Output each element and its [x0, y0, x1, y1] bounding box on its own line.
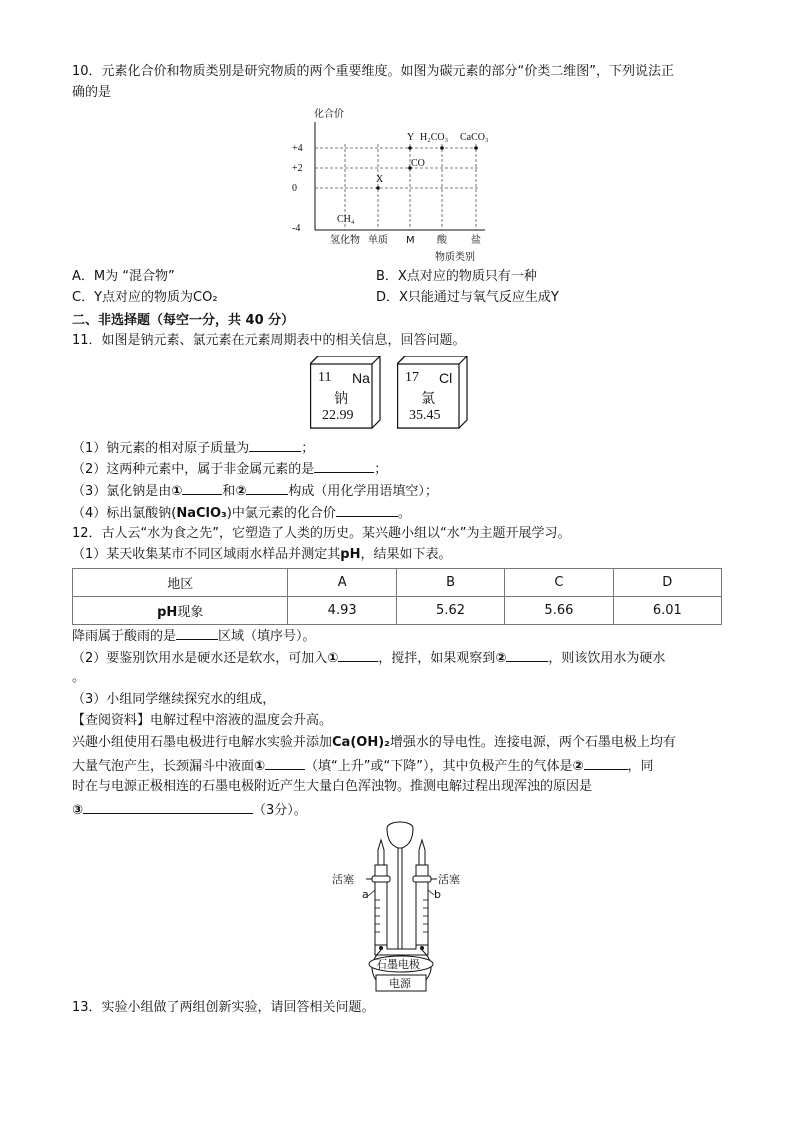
q12-exp4-marker3: ③ [72, 803, 84, 818]
tube-b-label: b [434, 888, 441, 901]
q10-option-b[interactable]: B．X点对应的物质只有一种 [376, 269, 537, 284]
ph-value-a: 4.93 [288, 597, 396, 625]
chart-xtick-label: 单质 [368, 235, 388, 246]
q11-sub2-end: ； [374, 462, 388, 477]
q12-exp2-marker1: ① [254, 759, 266, 774]
q12-sub1-ph: pH [340, 547, 361, 562]
element-na-name: 钠 [334, 391, 348, 407]
q11-sub3 [72, 480, 438, 502]
q11-sub2-text: （2）这两种元素中，属于非金属元素的是 [72, 462, 315, 477]
ph-table-header-c: C [505, 569, 613, 597]
ph-label-rest: 现象 [177, 605, 204, 620]
q11-sub1-text: （1）钠元素的相对原子质量为 [72, 441, 250, 456]
q12-sub2-marker2: ② [495, 651, 507, 666]
q10-option-a[interactable]: A．M为 “混合物” [72, 269, 175, 284]
ph-table-row [73, 597, 722, 625]
q12-exp2-a: 大量气泡产生，长颈漏斗中液面 [72, 759, 255, 774]
q10-stem-line2: 确的是 [72, 85, 112, 100]
q12-sub3: （3）小组同学继续探究水的组成， [72, 692, 276, 707]
q11-sub1-end: ； [301, 441, 315, 456]
q12-sub2-end: 。 [72, 670, 86, 685]
q11-sub4-a: （4）标出氯酸钠( [72, 506, 177, 521]
element-card-cl [397, 356, 467, 428]
q12-exp4-end: （3分）。 [253, 803, 307, 818]
ph-table-row-label [73, 597, 288, 625]
chart-xtick-label: 酸 [437, 235, 447, 246]
q10-stem-line1: 10．元素化合价和物质类别是研究物质的两个重要维度。如图为碳元素的部分“价类二维图”，下列说法正 [72, 64, 675, 79]
chart-point [408, 146, 412, 150]
chart-xlabel: 物质类别 [435, 252, 475, 263]
chart-point-label: X [376, 174, 384, 185]
q11-sub2-blank[interactable] [314, 458, 374, 473]
chart-ytick-label: +4 [292, 143, 303, 154]
chart-point [440, 146, 444, 150]
electrode-label: 石墨电极 [376, 958, 420, 971]
chart-xtick-label: 盐 [471, 235, 481, 246]
chart-xtick-label: M [406, 235, 415, 246]
chart-point [474, 146, 478, 150]
q12-exp2-blank1[interactable] [265, 755, 305, 770]
q12-sub2-marker1: ① [327, 651, 339, 666]
q11-sub4-blank[interactable] [336, 502, 398, 517]
q11-sub3-a: （3）氯化钠是由 [72, 484, 172, 499]
q12-sub2-blank2[interactable] [506, 647, 548, 662]
tube-a-label: a [362, 888, 369, 901]
q12-info [72, 711, 332, 731]
ph-value-b: 5.62 [396, 597, 504, 625]
q12-sub2-c: ，则该饮用水为硬水 [548, 651, 666, 666]
left-valve[interactable] [372, 876, 390, 882]
q12-exp-line3: 时在与电源正极相连的石墨电极附近产生大量白色浑浊物。推测电解过程出现浑浊的原因是 [72, 779, 593, 794]
q11-sub4-end: 。 [397, 506, 411, 521]
electrolysis-apparatus [326, 820, 476, 995]
ph-table-header-row [73, 569, 722, 597]
q12-sub1-a: （1）某天收集某市不同区域雨水样品并测定其 [72, 547, 341, 562]
ph-table-header-a: A [288, 569, 396, 597]
q12-exp-line4 [72, 799, 307, 821]
q12-exp-line2 [72, 755, 654, 777]
q12-exp2-c: ，同 [627, 759, 654, 774]
q10-option-c[interactable]: C．Y点对应的物质为CO₂ [72, 290, 218, 305]
q12-info-tag: 【查阅资料】 [72, 713, 151, 728]
element-cl-number: 17 [405, 370, 419, 385]
q12-acid-b: 区域（填序号）。 [218, 629, 316, 644]
electrode-left [379, 946, 383, 950]
q12-sub2-blank1[interactable] [338, 647, 378, 662]
q11-sub3-b: 和 [222, 484, 236, 499]
q12-stem: 12．古人云“水为食之先”，它塑造了人类的历史。某兴趣小组以“水”为主题开展学习。 [72, 526, 571, 541]
valve-left-label: 活塞 [332, 873, 354, 886]
funnel-bulb [387, 828, 413, 848]
q11-sub1-blank[interactable] [249, 437, 301, 452]
valence-class-chart [290, 100, 530, 268]
ph-table-header-d: D [613, 569, 721, 597]
q12-sub2-b: ，搅拌，如果观察到 [378, 651, 496, 666]
q12-acid-a: 降雨属于酸雨的是 [72, 629, 177, 644]
chart-point-label: CH₄ [337, 214, 355, 225]
q12-exp1-a: 兴趣小组使用石墨电极进行电解水实验并添加 [72, 735, 333, 750]
q12-sub1-b: ，结果如下表。 [360, 547, 452, 562]
right-tip [419, 840, 425, 865]
valve-right-label: 活塞 [438, 873, 460, 886]
element-card-na [310, 356, 380, 428]
q11-sub3-marker2: ② [235, 484, 247, 499]
chart-ytick-label: 0 [292, 183, 297, 194]
q11-sub3-marker1: ① [171, 484, 183, 499]
chart-point-label: H₂CO₃ [420, 132, 449, 143]
q11-sub4-b: )中氯元素的化合价 [226, 506, 336, 521]
q12-acid-blank[interactable] [176, 625, 218, 640]
q11-sub3-c: 构成（用化学用语填空）； [288, 484, 438, 499]
ph-value-d: 6.01 [613, 597, 721, 625]
element-cl-name: 氯 [421, 391, 435, 407]
q12-exp1-formula: Ca(OH)₂ [332, 735, 390, 750]
q12-info-text: 电解过程中溶液的温度会升高。 [150, 713, 333, 728]
element-cl-symbol: Cl [439, 370, 453, 386]
q11-stem: 11．如图是钠元素、氯元素在元素周期表中的相关信息，回答问题。 [72, 333, 466, 348]
q12-sub1 [72, 545, 451, 565]
ph-table [72, 568, 722, 625]
chart-ytick-label: -4 [292, 223, 301, 234]
power-label: 电源 [389, 977, 411, 990]
q12-exp4-blank3[interactable] [83, 799, 253, 814]
q12-exp2-marker2: ② [572, 759, 584, 774]
chart-ytick-label: +2 [292, 163, 303, 174]
q13-stem: 13．实验小组做了两组创新实验，请回答相关问题。 [72, 1000, 375, 1015]
q12-exp2-b: （填“上升”或“下降”），其中负极产生的气体是 [305, 759, 573, 774]
q11-sub4 [72, 502, 411, 524]
q12-exp1-b: 增强水的导电性。连接电源，两个石墨电极上均有 [389, 735, 676, 750]
q12-sub2-a: （2）要鉴别饮用水是硬水还是软水，可加入 [72, 651, 328, 666]
q11-sub3-blank1[interactable] [182, 480, 222, 495]
electrode-right [420, 946, 424, 950]
q11-sub4-formula: NaClO₃ [176, 506, 227, 521]
q12-sub2 [72, 647, 665, 669]
section2-heading: 二、非选择题（每空一分，共 40 分） [72, 313, 295, 328]
right-valve[interactable] [413, 876, 431, 882]
chart-xtick-label: 氢化物 [330, 235, 360, 246]
chart-point-label: CO [411, 158, 425, 169]
q10-option-d[interactable]: D．X只能通过与氧气反应生成Y [376, 290, 559, 305]
element-na-mass: 22.99 [322, 408, 354, 423]
q11-sub2 [72, 458, 387, 480]
chart-point-label: Y [407, 132, 415, 143]
q12-acid-line [72, 625, 316, 647]
chart-point [376, 186, 380, 190]
ph-label-ph: pH [157, 605, 178, 620]
q11-sub3-blank2[interactable] [246, 480, 288, 495]
ph-value-c: 5.66 [505, 597, 613, 625]
chart-point-label: CaCO₃ [460, 132, 489, 143]
chart-ylabel: 化合价 [314, 109, 344, 120]
ph-table-header-b: B [396, 569, 504, 597]
element-na-symbol: Na [352, 370, 370, 386]
element-na-number: 11 [318, 370, 332, 385]
q12-exp2-blank2[interactable] [584, 755, 628, 770]
q11-sub1 [72, 437, 314, 459]
element-cl-mass: 35.45 [409, 408, 441, 423]
ph-table-header-region: 地区 [73, 569, 288, 597]
left-tip [378, 840, 384, 865]
q12-exp-line1 [72, 733, 676, 753]
